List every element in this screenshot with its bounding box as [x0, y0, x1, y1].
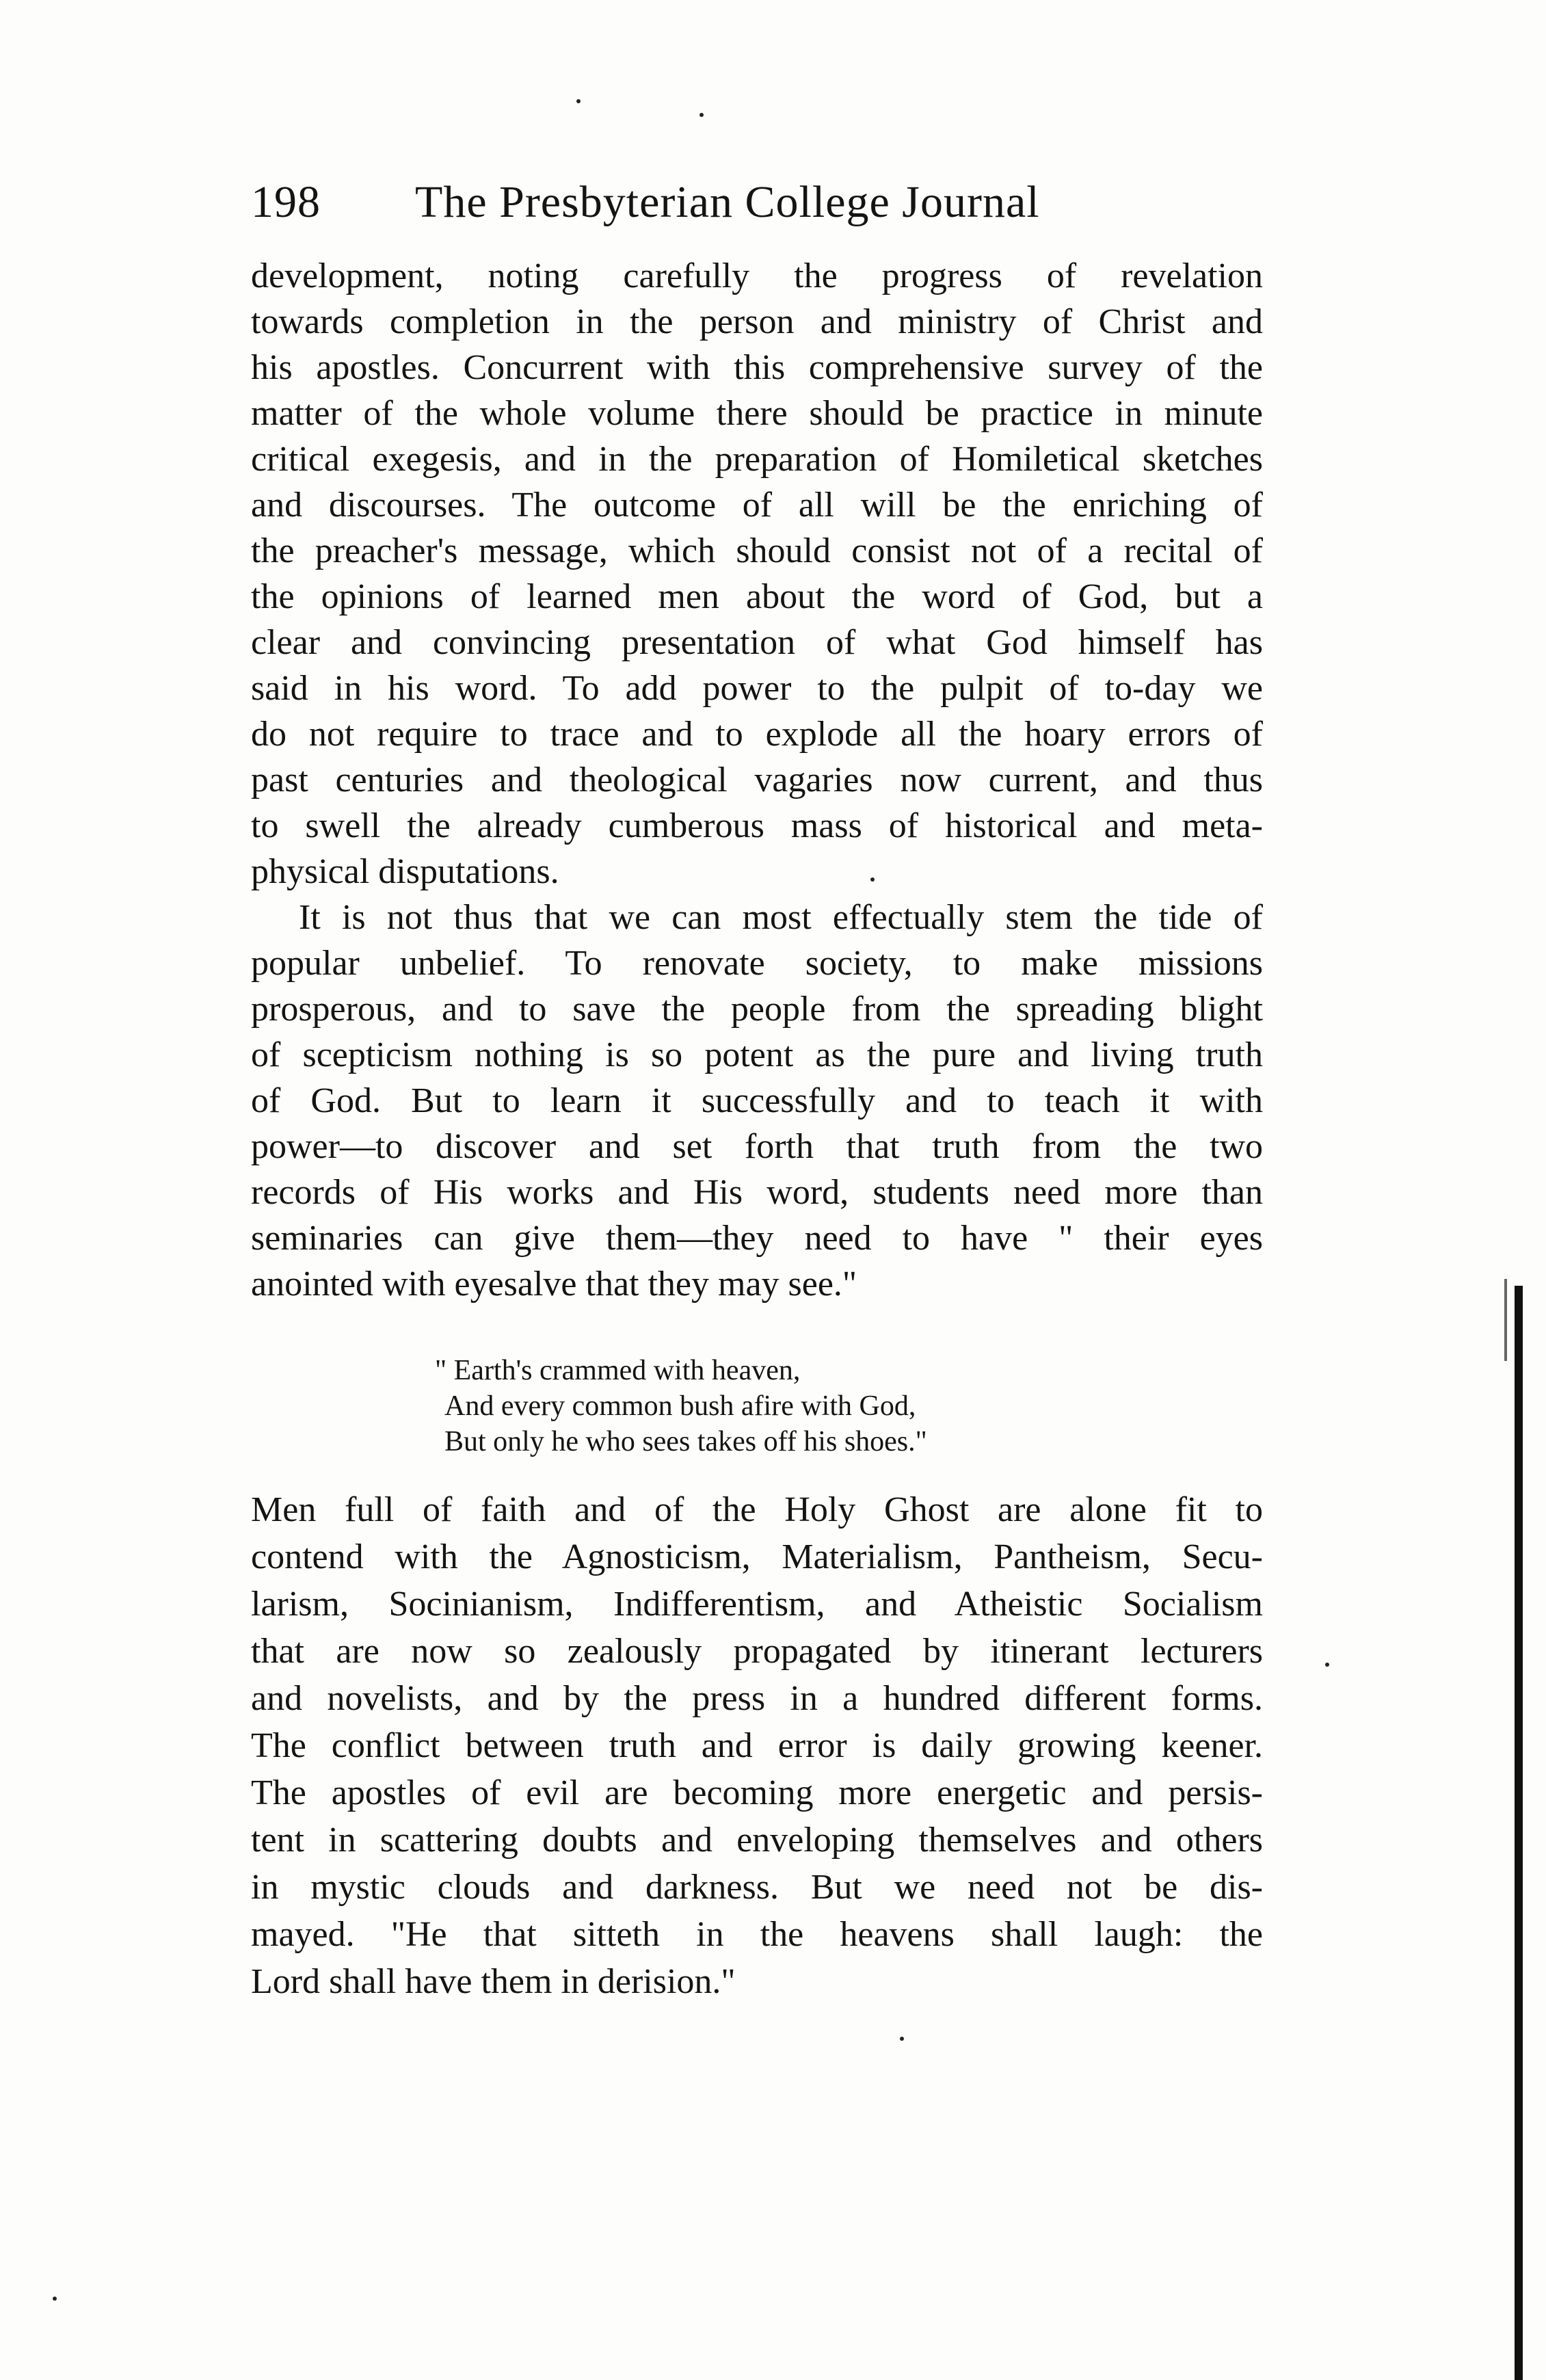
text-line: past centuries and theological vagaries now current, and thus	[251, 761, 1263, 799]
scan-speck	[900, 2037, 904, 2041]
scan-speck	[870, 877, 875, 882]
text-line: anointed with eyesalve that they may see."	[251, 1265, 857, 1304]
text-line: tent in scattering doubts and enveloping themselves and others	[251, 1821, 1263, 1860]
text-line: power—to discover and set forth that truth from the two	[251, 1127, 1263, 1166]
text-line: development, noting carefully the progress of revelation	[251, 256, 1263, 295]
scan-speck	[699, 113, 704, 117]
running-header	[251, 176, 1263, 228]
paragraph-1	[251, 253, 1263, 895]
scan-speck	[1325, 1663, 1329, 1667]
poem-line: " Earth's crammed with heaven,	[435, 1355, 801, 1386]
text-line: and discourses. The outcome of all will be the enriching of	[251, 486, 1263, 525]
poem-line: And every common bush afire with God,	[444, 1390, 916, 1422]
text-line: prosperous, and to save the people from the spreading blight	[251, 990, 1263, 1029]
text-line: critical exegesis, and in the preparation of Homiletical sketches	[251, 440, 1263, 479]
text-line: and novelists, and by the press in a hundred different forms.	[251, 1679, 1263, 1718]
text-line: of God. But to learn it successfully and to teach it with	[251, 1081, 1263, 1120]
text-line: of scepticism nothing is so potent as the pure and living truth	[251, 1035, 1263, 1074]
journal-title: The Presbyterian College Journal	[415, 177, 1040, 227]
text-line: seminaries can give them—they need to have " their eyes	[251, 1219, 1263, 1258]
paragraph-3	[251, 1486, 1263, 2005]
poem-line: But only he who sees takes off his shoes."	[444, 1426, 927, 1457]
text-line: popular unbelief. To renovate society, to make missions	[251, 944, 1263, 983]
scan-edge-shadow	[1504, 1279, 1507, 1361]
scan-speck	[53, 2297, 57, 2301]
text-line: The apostles of evil are becoming more energetic and persis-	[251, 1773, 1263, 1812]
text-line: mayed. "He that sitteth in the heavens shall laugh: the	[251, 1915, 1263, 1954]
text-line: his apostles. Concurrent with this comprehensive survey of the	[251, 348, 1263, 387]
text-line: to swell the already cumberous mass of historical and meta-	[251, 806, 1263, 845]
text-line: towards completion in the person and ministry of Christ and	[251, 302, 1263, 341]
scan-edge-shadow	[1515, 1286, 1523, 2380]
text-line: said in his word. To add power to the pulpit of to-day we	[251, 669, 1263, 708]
text-line: the opinions of learned men about the word of God, but a	[251, 577, 1263, 616]
text-line: clear and convincing presentation of what God himself has	[251, 623, 1263, 662]
poem-quotation	[435, 1353, 1119, 1459]
text-line: larism, Socinianism, Indifferentism, and Atheistic Socialism	[251, 1585, 1263, 1624]
text-line: matter of the whole volume there should be practice in minute	[251, 394, 1263, 433]
text-line: It is not thus that we can most effectually stem the tide of	[299, 898, 1263, 937]
page-number: 198	[251, 177, 321, 227]
text-line: physical disputations.	[251, 852, 559, 891]
text-line: Men full of faith and of the Holy Ghost are alone fit to	[251, 1490, 1263, 1529]
text-line: contend with the Agnosticism, Materialism, Pantheism, Secu-	[251, 1537, 1263, 1576]
text-line: The conflict between truth and error is daily growing keener.	[251, 1726, 1263, 1765]
text-line: Lord shall have them in derision."	[251, 1962, 736, 2001]
text-line: that are now so zealously propagated by itinerant lecturers	[251, 1632, 1263, 1671]
text-line: do not require to trace and to explode all the hoary errors of	[251, 715, 1263, 754]
scan-speck	[576, 99, 581, 103]
text-line: the preacher's message, which should consist not of a recital of	[251, 531, 1263, 570]
text-line: records of His works and His word, students need more than	[251, 1173, 1263, 1212]
paragraph-2	[251, 895, 1263, 1307]
text-line: in mystic clouds and darkness. But we need not be dis-	[251, 1868, 1263, 1907]
